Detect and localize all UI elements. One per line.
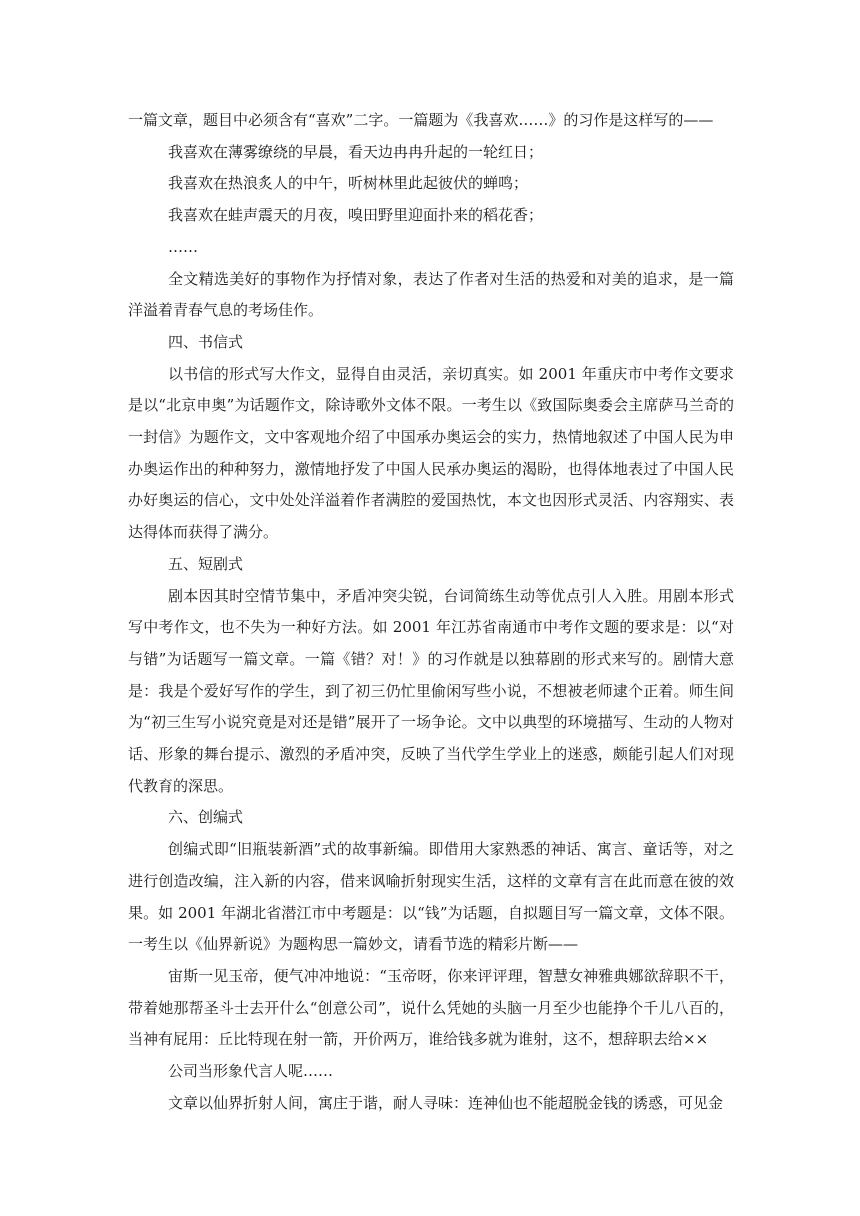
paragraph: 文章以仙界折射人间，寓庄于谐，耐人寻味：连神仙也不能超脱金钱的诱惑，可见金 [168,1093,724,1112]
paragraph: 一篇文章，题目中必须含有“喜欢”二字。一篇题为《我喜欢……》的习作是这样写的—— [128,111,714,129]
section-heading: 六、创编式 [168,808,244,827]
document-page [128,105,734,1120]
paragraph: 全文精选美好的事物作为抒情对象，表达了作者对生活的热爱和对美的追求，是一篇洋溢着青春气息的考场佳作。 [128,269,734,320]
ellipsis-line: …… [168,237,198,256]
section-heading: 四、书信式 [168,332,244,351]
paragraph: 我喜欢在薄雾缭绕的早晨，看天边冉冉升起的一轮红日； [168,142,544,161]
paragraph: 剧本因其时空情节集中，矛盾冲突尖锐，台词简练生动等优点引人入胜。用剧本形式写中考作文，也不失为一种好方法。如 2001 年江苏省南通市中考作文题的要求是：以“对与错”为话题写一篇文章。一篇《错？对！》的习作就是以独幕剧的形式来写的。剧情大意是：我是个爱好写作的学生，到了初三仍忙里偷闲写些小说，不想被老师逮个正着。师生间为“初三生写小说究竟是对还是错”展开了一场争论。文中以典型的环境描写、生动的人物对话、形象的舞台提示、激烈的矛盾冲突，反映了当代学生学业上的迷惑，颇能引起人们对现代教育的深思。 [128,586,734,795]
paragraph: 以书信的形式写大作文，显得自由灵活，亲切真实。如 2001 年重庆市中考作文要求是以“北京申奥”为话题作文，除诗歌外文体不限。一考生以《致国际奥委会主席萨马兰奇的一封信》为题作文，文中客观地介绍了中国承办奥运会的实力，热情地叙述了中国人民为申办奥运作出的种种努力，激情地抒发了中国人民承办奥运的渴盼，也得体地表过了中国人民办好奥运的信心，文中处处洋溢着作者满腔的爱国热忱，本文也因形式灵活、内容翔实、表达得体而获得了满分。 [128,364,734,542]
paragraph: 我喜欢在热浪炙人的中午，听树林里此起彼伏的蝉鸣； [168,174,529,193]
paragraph: 创编式即“旧瓶装新酒”式的故事新编。即借用大家熟悉的神话、寓言、童话等，对之进行创造改编，注入新的内容，借来讽喻折射现实生活，这样的文章有言在此而意在彼的效果。如 2001 年湖北省潜江市中考题是：以“钱”为话题，自拟题目写一篇文章，文体不限。一考生以《仙界新说》为题构思一篇妙文，请看节选的精彩片断—— [128,840,734,954]
quoted-excerpt: 公司当形象代言人呢…… [168,1062,334,1081]
quoted-excerpt: 宙斯一见玉帝，便气冲冲地说：“玉帝呀，你来评评理，智慧女神雅典娜欲辞职不干，带着她那帮圣斗士去开什么“创意公司”，说什么凭她的头脑一月至少也能挣个千儿八百的，当神有屁用：丘比特现在射一箭，开价两万，谁给钱多就为谁射，这不，想辞职去给×× [128,966,734,1049]
section-heading: 五、短剧式 [168,554,244,573]
paragraph: 我喜欢在蛙声震天的月夜，嗅田野里迎面扑来的稻花香； [168,206,544,225]
